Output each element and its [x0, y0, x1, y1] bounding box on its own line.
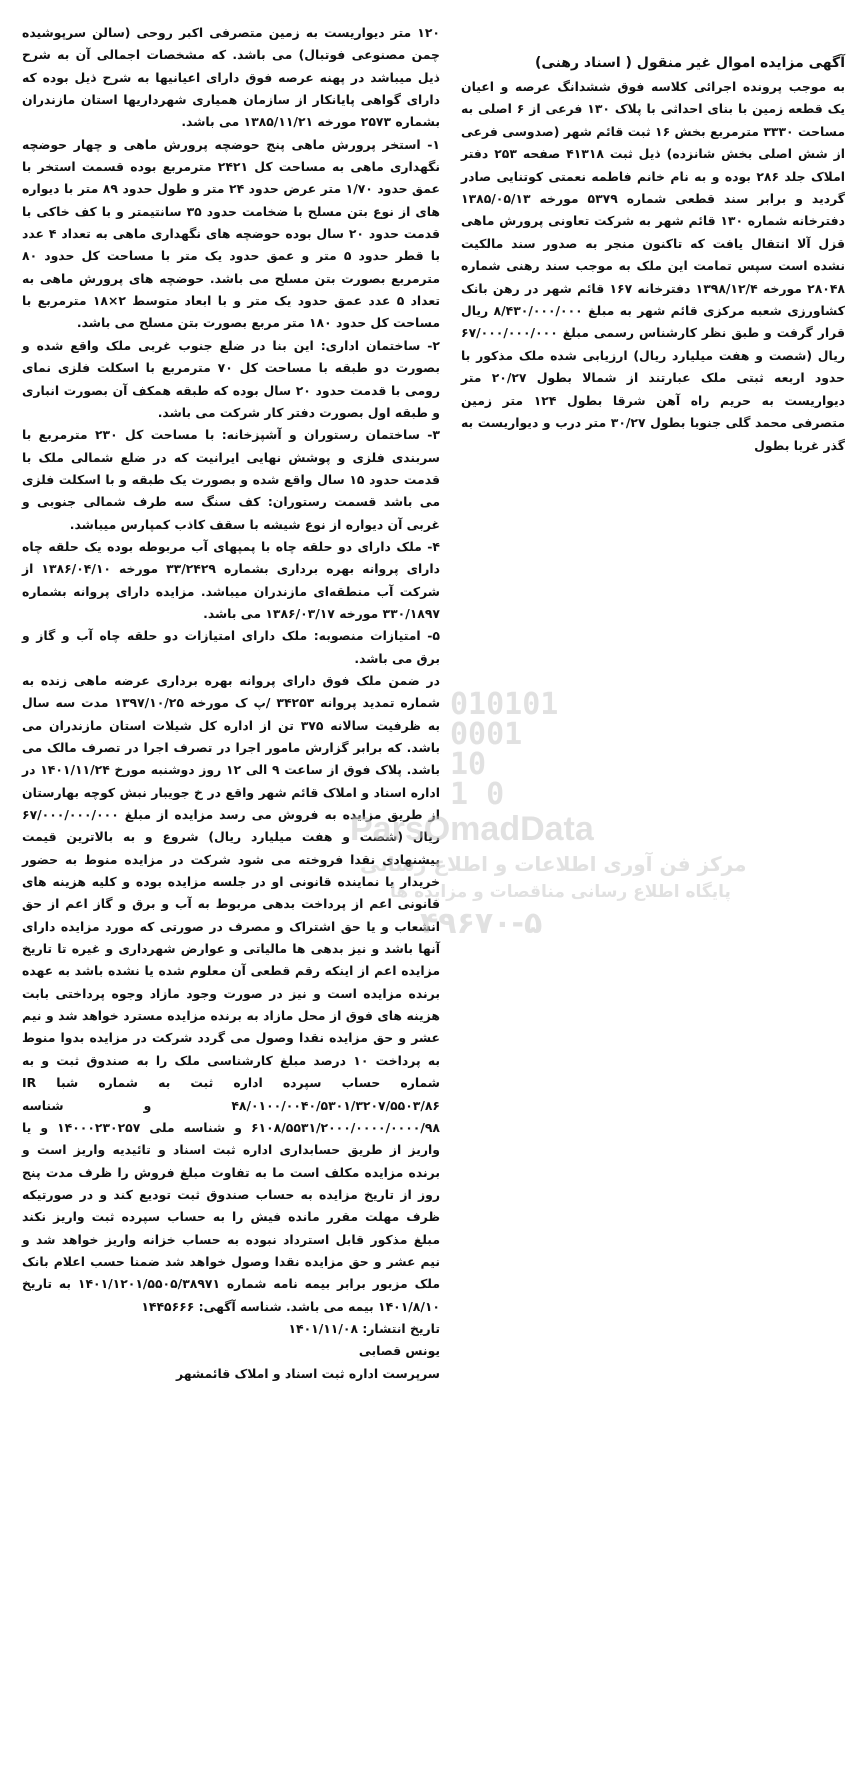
notice-item-3: ۳- ساختمان رستوران و آشپزخانه: با مساحت کل ۲۳۰ مترمربع با سربندی فلزی و پوشش نهایی ایرانیت که در ضلع شمالی ملک با قدمت حدود ۱۵ سال واقع شده و بصورت یک طبقه و با اسکلت فلزی می باشد قسمت رستوران: کف سنگ سه طرف شمالی جنوبی و غربی آن دیواره از نوع شیشه با سقف کاذب کمپارس میباشد.: [22, 427, 440, 532]
notice-item-1: ۱- استخر پرورش ماهی پنج حوضچه پرورش ماهی و چهار حوضچه نگهداری ماهی به مساحت کل ۲۴۲۱ مترمربع بوده قسمت استخر با عمق حدود ۱/۷۰ متر عرض حدود ۲۴ متر و طول حدود ۸۹ متر با دیواره های از نوع بتن مسلح با ضخامت حدود ۳۵ سانتیمتر و با کف خاکی با قدمت حدود ۲۰ سال بوده حوضچه های نگهداری ماهی به تعداد ۴ عدد با قطر حدود ۵ متر و عمق حدود یک متر با مساحت کل حدود ۸۰ مترمربع بصورت بتن مسلح می باشد. حوضچه های پرورش ماهی به تعداد ۵ عدد عمق حدود یک متر و با ابعاد متوسط ۲×۱۸ مترمربع با مساحت کل حدود ۱۸۰ متر مربع بصورت بتن مسلح می باشد.: [22, 136, 441, 331]
notice-continuation-paragraph: ۱۲۰ متر دیواریست به زمین متصرفی اکبر روحی (سالن سرپوشیده چمن مصنوعی فوتبال) می باشد. که مشخصات اجمالی آن به شرح ذیل میباشد در پهنه عرصه فوق دارای اعیانیها به شرح ذیل بوده که دارای گواهی پایانکار از سازمان همیاری شهرداریها استان مازندران بشماره ۲۵۷۳ مورخه ۱۳۸۵/۱۱/۲۱ می باشد.: [22, 25, 440, 130]
watermark-phone: ۴۹۶۷۰-۵: [420, 906, 543, 941]
notice-intro-paragraph: به موجب پرونده اجرائی کلاسه فوق ششدانگ عرصه و اعیان یک قطعه زمین با بنای احداثی با پلاک ۱۳۰ فرعی از ۶ اصلی به مساحت ۳۳۳۰ مترمربع بخش ۱۶ ثبت قائم شهر (صدوسی فرعی از شش اصلی بخش شانزده) ذیل ثبت ۴۱۳۱۸ صفحه ۲۵۳ دفتر املاک جلد ۲۸۶ بوده و به نام خانم فاطمه نعمتی کوتنایی صادر گردید و برابر سند قطعی شماره ۵۳۷۹ مورخه ۱۳۸۵/۰۵/۱۳ دفترخانه شماره ۱۳۰ قائم شهر به شرکت تعاونی پرورش ماهی قزل آلا انتقال یافت که تاکنون منجر به صدور سند مالکیت نشده است سپس تمامت این ملک به موجب سند رهنی شماره ۲۸۰۴۸ مورخه ۱۳۹۸/۱۲/۴ دفترخانه ۱۶۷ قائم شهر در رهن بانک کشاورزی شعبه مرکزی قائم شهر به مبلغ ۸/۴۳۰/۰۰۰/۰۰۰ ریال قرار گرفت و طبق نظر کارشناس رسمی مبلغ ۶۷/۰۰۰/۰۰۰/۰۰۰ ریال (شصت و هفت میلیارد ریال) ارزیابی شده ملک مذکور با حدود اربعه ثبتی ملک عبارتند از شمالا بطول ۲۰/۲۷ متر دیواریست به حریم راه آهن شرقا بطول ۱۲۴ متر زمین متصرفی محمد گلی جنوبا بطول ۳۰/۲۷ متر درب و دیواریست به گذر غربا بطول: [461, 79, 845, 453]
signer-title: سرپرست اداره ثبت اسناد و املاک قائمشهر: [175, 1365, 440, 1381]
signer-name: یونس قصابی: [358, 1343, 440, 1359]
notice-right-column: [461, 52, 845, 457]
notice-title: آگهی مزایده اموال غیر منقول ( اسناد رهنی): [535, 55, 845, 71]
watermark-line-1: مرکز فن آوری اطلاعات و اطلاع رسانی: [360, 852, 747, 876]
watermark-line-2: پایگاه اطلاع رسانی مناقصات و مزایده ها: [390, 882, 731, 902]
notice-body-paragraph: در ضمن ملک فوق دارای پروانه بهره برداری عرضه ماهی زنده به شماره تمدید پروانه ۳۴۲۵۳ /پ ک مورخه ۱۳۹۷/۱۰/۲۵ مدت سه سال به ظرفیت سالانه ۳۷۵ تن از اداره کل شیلات استان مازندران می باشد. که برابر گزارش مامور اجرا در تصرف اجرا در تصرف مالک می باشد. پلاک فوق از ساعت ۹ الی ۱۲ روز دوشنبه مورخ ۱۴۰۱/۱۱/۲۴ در اداره اسناد و املاک قائم شهر واقع در خ جویبار نبش کوچه بهارستان از طریق مزایده به فروش می رسد مزایده از مبلغ ۶۷/۰۰۰/۰۰۰/۰۰۰ ریال (شصت و هفت میلیارد ریال) شروع و به بالاترین قیمت پیشنهادی نقدا فروخته می شود شرکت در مزایده منوط به حضور خریدار یا نماینده قانونی او در جلسه مزایده بوده و کلیه هزینه های قانونی اعم از پرداخت بدهی مربوط به آب و برق و گاز اعم از حق انشعاب و یا حق اشتراک و مصرف در صورتی که مورد مزایده دارای آنها باشد و نیز بدهی ها مالیاتی و عوارض شهرداری و غیره تا تاریخ مزایده اعم از اینکه رقم قطعی آن معلوم شده یا نشده باشد به عهده برنده مزایده است و نیز در صورت وجود مازاد وجوه پرداختی بابت هزینه های فوق از محل مازاد به برنده مزایده مسترد خواهد شد و نیم عشر و حق مزایده نقدا وصول می گردد شرکت در مزایده بدوا منوط به پرداخت ۱۰ درصد مبلغ کارشناسی ملک را به صندوق ثبت و به شماره حساب سپرده اداره ثبت به شماره شبا IR ۴۸/۰۱۰۰/۰۰۴۰/۵۳۰۱/۳۲۰۷/۵۵۰۳/۸۶ و شناسه ۶۱۰۸/۵۵۳۱/۲۰۰۰/۰۰۰۰/۰۰۰۰/۹۸ و شناسه ملی ۱۴۰۰۰۲۳۰۲۵۷ و یا واریز از طریق حسابداری اداره ثبت اسناد و تائیدیه واریز است و برنده مزایده مکلف است ما به تفاوت مبلغ فروش را ظرف مدت پنج روز از تاریخ مزایده به حساب صندوق ثبت تودیع کند و در صورتیکه ظرف مهلت مقرر مانده فیش را به حساب سپرده ثبت واریز نکند مبلغ مذکور قابل استرداد نبوده به حساب خزانه واریز خواهد شد و نیم عشر و حق مزایده نقدا وصول خواهد شد ضمنا حسب اعلام بانک ملک مزبور برابر بیمه نامه شماره ۱۴۰۱/۱۲۰۱/۵۵۰۵/۳۸۹۷۱ به تاریخ ۱۴۰۱/۸/۱۰ بیمه می باشد. شناسه آگهی: ۱۴۴۵۶۶۶: [22, 672, 441, 1314]
publish-date: تاریخ انتشار: ۱۴۰۱/۱۱/۰۸: [288, 1320, 440, 1336]
notice-item-4: ۴- ملک دارای دو حلقه چاه با پمپهای آب مربوطه بوده یک حلقه چاه دارای پروانه بهره برداری بشماره ۳۳/۲۴۲۹ مورخه ۱۳۸۶/۰۴/۱۰ از شرکت آب منطقه‌ای مازندران میباشد. مزایده دارای پروانه بشماره ۳۳۰/۱۸۹۷ مورخه ۱۳۸۶/۰۳/۱۷ می باشد.: [22, 538, 440, 621]
notice-item-5: ۵- امتیازات منصوبه: ملک دارای امتیازات دو حلقه چاه آب و گاز و برق می باشد.: [22, 628, 440, 666]
notice-left-column: [22, 22, 440, 1385]
notice-item-2: ۲- ساختمان اداری: این بنا در ضلع جنوب غربی ملک واقع شده و بصورت دو طبقه با مساحت کل ۷۰ مترمربع با اسکلت فلزی نمای رومی با قدمت حدود ۲۰ سال بوده که طبقه همکف آن بصورت انباری و طبقه اول بصورت دفتر کار شرکت می باشد.: [22, 337, 440, 420]
watermark-binary: 010101 0001 10 1 0: [450, 687, 559, 812]
watermark-brand: ParsOmadData: [350, 810, 594, 848]
